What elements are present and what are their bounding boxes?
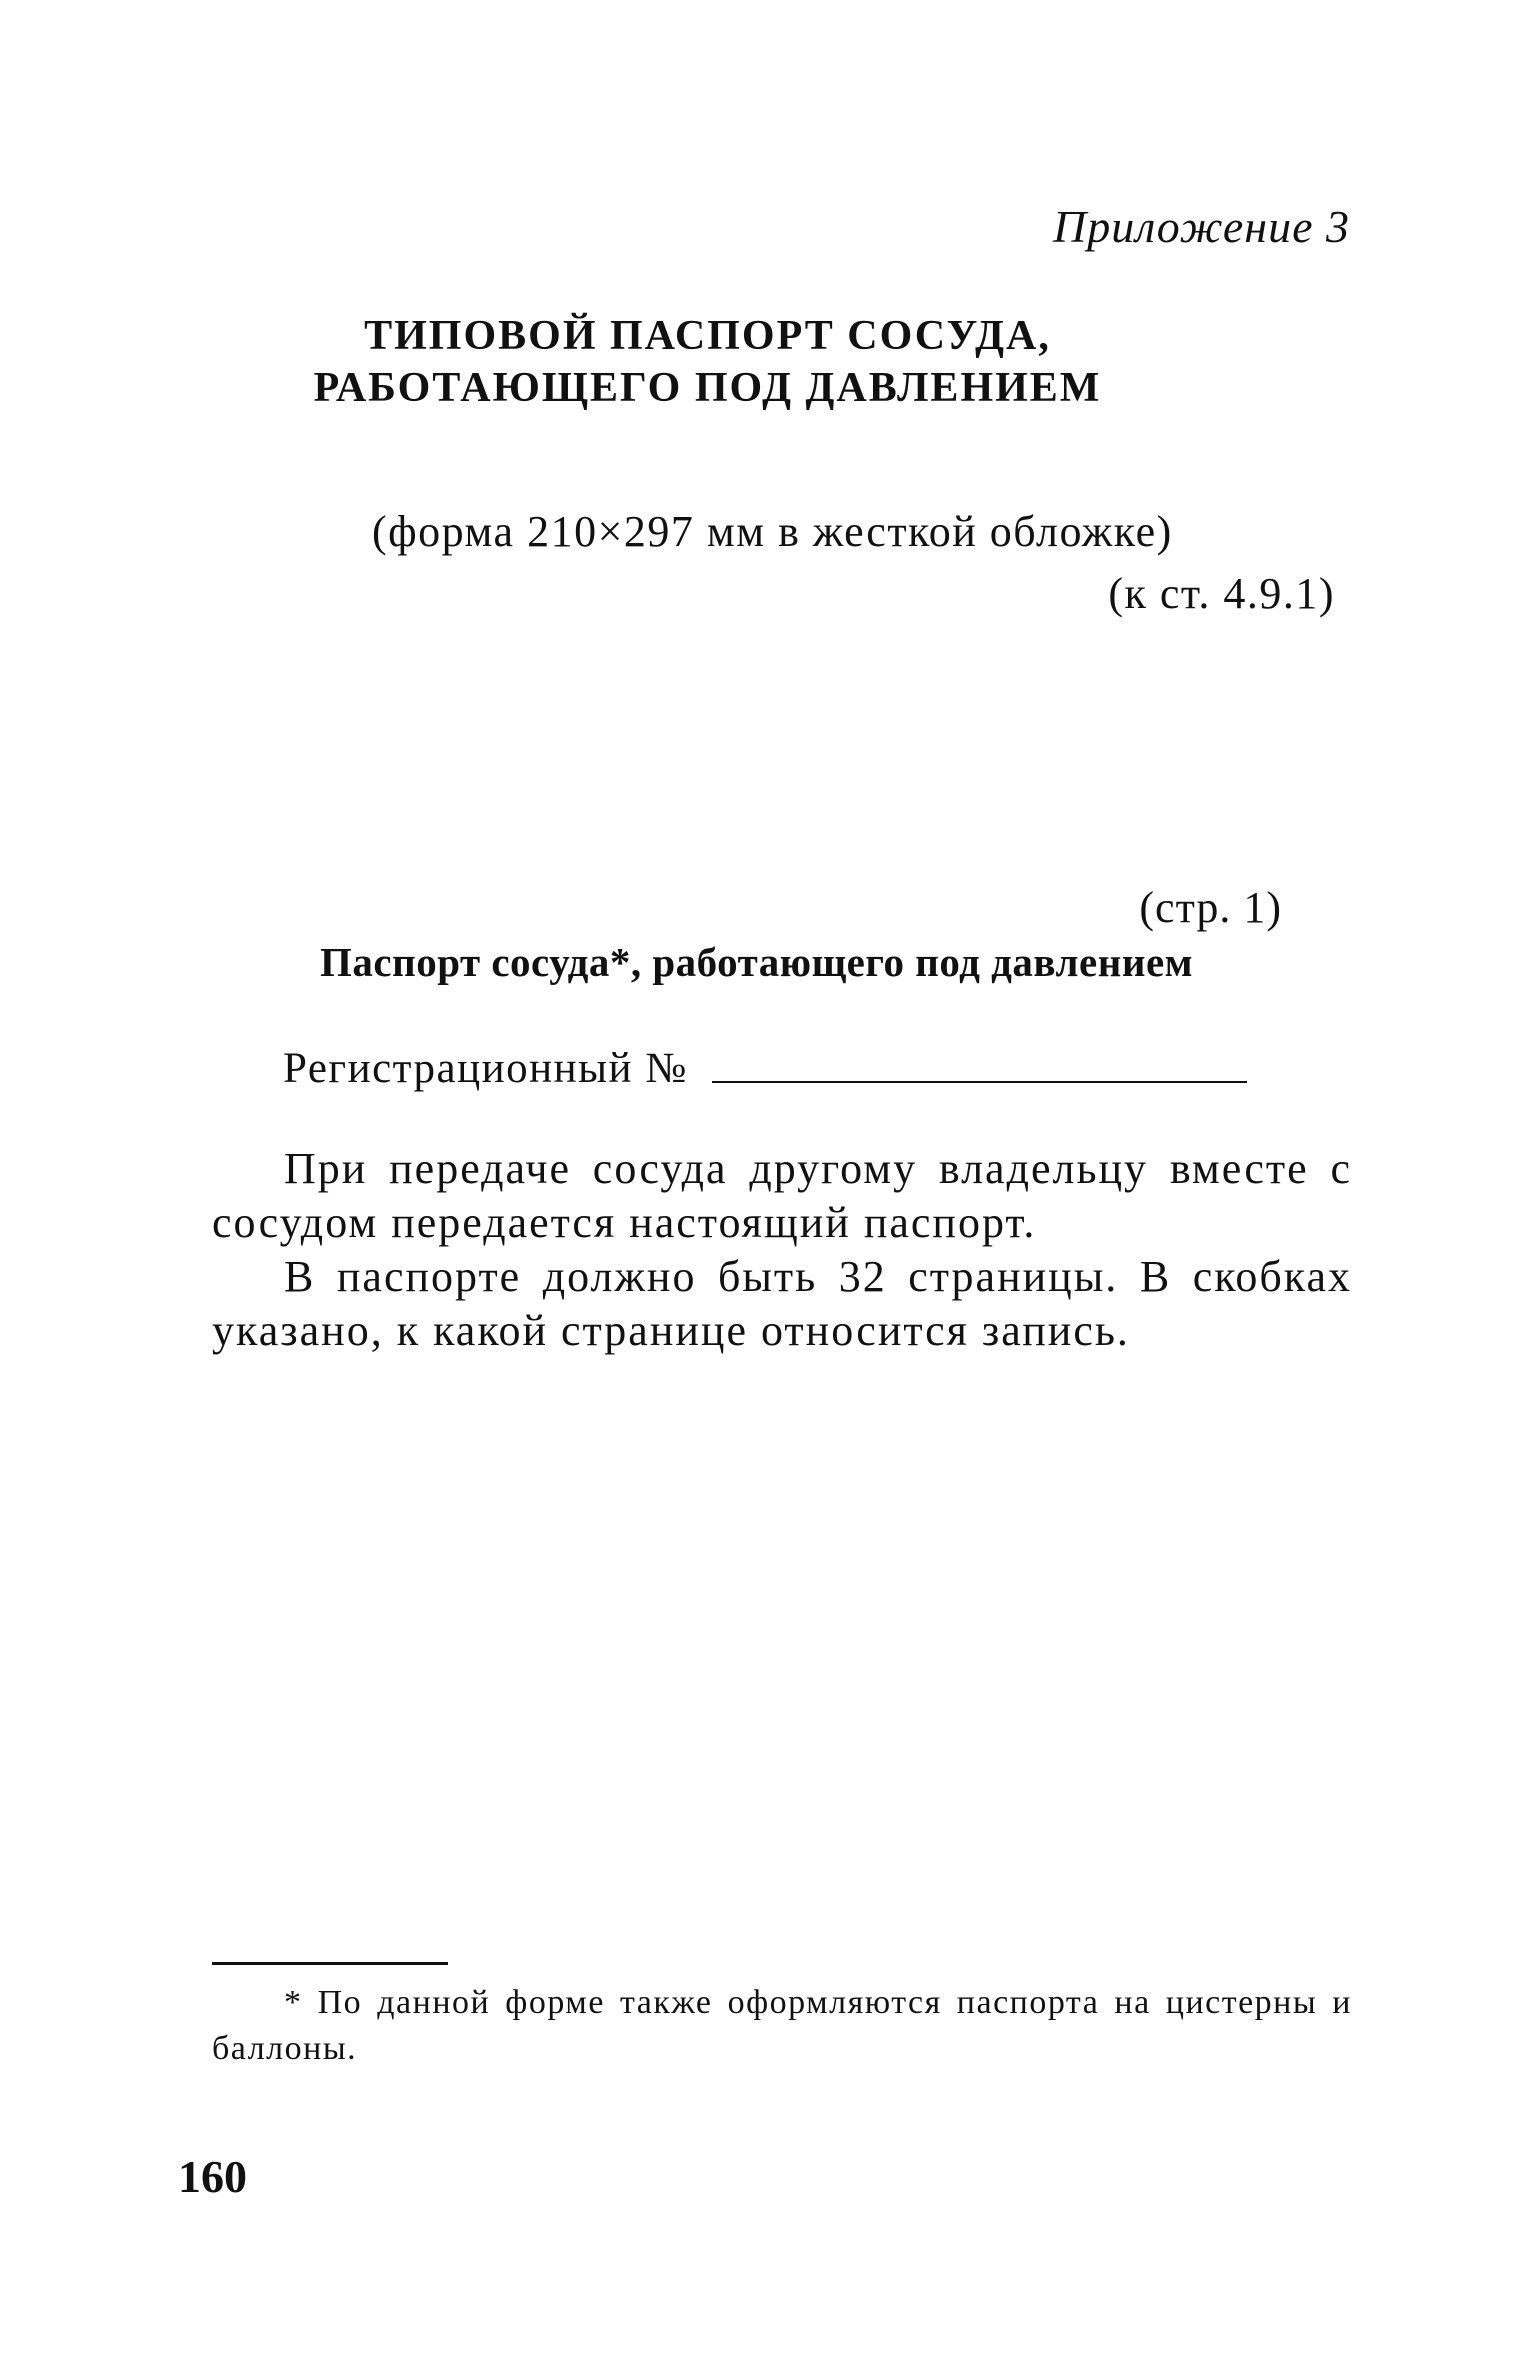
appendix-label: Приложение 3: [1052, 201, 1350, 252]
main-title-line-1: ТИПОВОЙ ПАСПОРТ СОСУДА,: [364, 313, 1051, 359]
page-reference: (стр. 1): [1139, 883, 1282, 932]
registration-row: [283, 1044, 1247, 1093]
main-title-line-2: РАБОТАЮЩЕГО ПОД ДАВЛЕНИЕМ: [313, 365, 1102, 411]
passport-title: Паспорт сосуда*, работающего под давлением: [320, 939, 1194, 985]
form-note: (форма 210×297 мм в жесткой обложке): [372, 507, 1173, 556]
registration-number-blank: [712, 1081, 1247, 1083]
registration-label: Регистрационный №: [283, 1045, 688, 1092]
footnote: * По данной форме также оформляются паспорта на цистерны и баллоны.: [212, 1984, 1352, 2067]
page-number: 160: [178, 2151, 247, 2202]
footnote-divider: [212, 1962, 448, 1965]
article-reference: (к ст. 4.9.1): [1108, 569, 1335, 618]
paragraph-transfer: При передаче сосуда другому владельцу вместе с сосудом передается настоящий паспорт.: [212, 1144, 1352, 1247]
paragraph-page-count: В паспорте должно быть 32 страницы. В скобках указано, к какой странице относится запись.: [212, 1252, 1352, 1355]
